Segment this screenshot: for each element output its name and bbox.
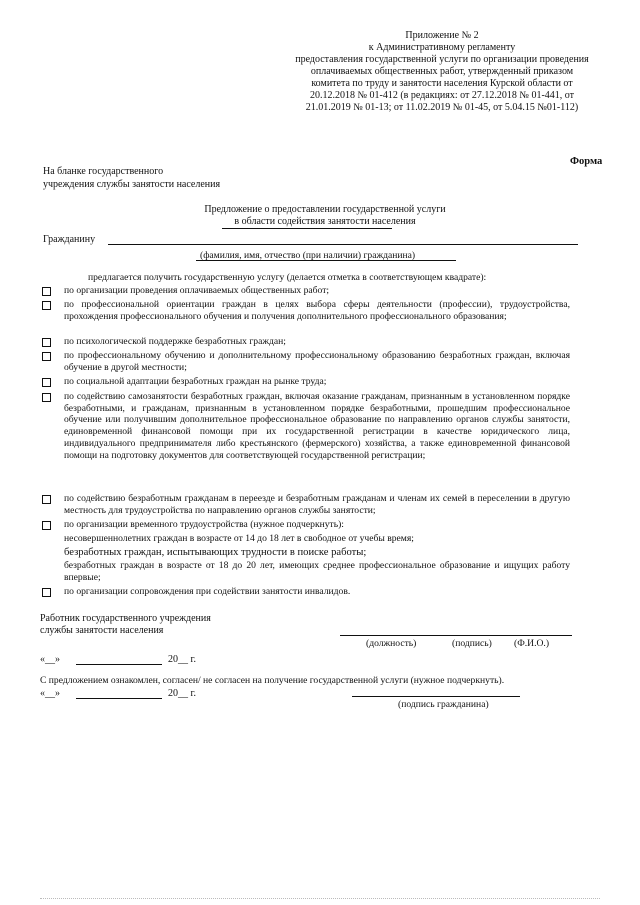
- fio-caption: (Ф.И.О.): [514, 638, 550, 649]
- sub-option-difficulty[interactable]: безработных граждан, испытывающих трудности в поиске работы;: [64, 547, 367, 558]
- option-text: по профессиональной ориентации граждан в целях выбора сферы деятельности (профессии), трудоустройства, прохождения профессионального обучения и получения дополнительного профессионального образования;: [64, 299, 570, 322]
- document-title: [170, 204, 480, 228]
- worker-signature-line[interactable]: [340, 635, 572, 636]
- letterhead-line: На бланке государственного: [43, 166, 164, 177]
- checkbox[interactable]: [42, 338, 51, 347]
- citizen-label: Гражданину: [43, 234, 96, 245]
- title-line: в области содействия занятости населения: [234, 216, 416, 227]
- header-line: оплачиваемых общественных работ, утвержденный приказом: [310, 66, 574, 77]
- letterhead-note: [43, 166, 220, 191]
- date-year: 20__ г.: [168, 688, 196, 699]
- option-text: по организации временного трудоустройства (нужное подчеркнуть):: [64, 519, 344, 530]
- option-text: по психологической поддержке безработных граждан;: [64, 336, 286, 347]
- citizen-signature-line[interactable]: [352, 696, 520, 697]
- option-career-guidance[interactable]: [42, 299, 570, 335]
- page-edge: [40, 898, 600, 899]
- checkbox[interactable]: [42, 287, 51, 296]
- option-text: по содействию безработным гражданам в переезде и безработным гражданам и членам их семей в переселении в другую местность для трудоустройства по направлению органов службы занятости;: [64, 493, 570, 516]
- letterhead-line: учреждения службы занятости населения: [43, 178, 221, 190]
- signature-caption: (подпись): [452, 638, 492, 649]
- checkbox[interactable]: [42, 521, 51, 530]
- sub-option-young-graduates[interactable]: безработных граждан в возрасте от 18 до 20 лет, имеющих среднее профессиональное образование и ищущих работу впервые;: [64, 560, 570, 583]
- option-social-adaptation[interactable]: [42, 376, 570, 388]
- citizen-signature-caption: (подпись гражданина): [398, 699, 489, 710]
- caption-underline: [196, 260, 456, 261]
- checkbox[interactable]: [42, 352, 51, 361]
- option-temporary-employment[interactable]: [42, 519, 570, 531]
- intro-text: предлагается получить государственную услугу (делается отметка в соответствующем квадрате):: [88, 272, 487, 283]
- date-month-field[interactable]: [76, 698, 162, 699]
- checkbox[interactable]: [42, 393, 51, 402]
- option-vocational-training[interactable]: [42, 350, 570, 374]
- option-self-employment[interactable]: [42, 391, 570, 485]
- citizen-name-field[interactable]: [108, 244, 578, 245]
- header-line: Приложение № 2: [405, 30, 479, 41]
- worker-label: Работник государственного учреждения: [40, 613, 211, 624]
- date-day: «__»: [40, 688, 60, 699]
- option-text: по профессиональному обучению и дополнительному профессиональному образованию безработных граждан, включая обучение в другой местности;: [64, 350, 570, 373]
- header-line: 21.01.2019 № 01-13; от 11.02.2019 № 01-45, от 5.04.15 №01-112): [305, 102, 579, 113]
- header-line: к Административному регламенту: [368, 42, 516, 53]
- agreement-text: С предложением ознакомлен, согласен/ не согласен на получение государственной услуги (нужное подчеркнуть).: [40, 675, 505, 686]
- option-psychological-support[interactable]: [42, 336, 570, 348]
- title-underline: [222, 228, 392, 229]
- title-line: Предложение о предоставлении государственной услуги: [204, 204, 446, 215]
- sub-option-minors[interactable]: несовершеннолетних граждан в возрасте от 14 до 18 лет в свободное от учебы время;: [64, 533, 414, 544]
- option-public-works[interactable]: [42, 285, 570, 297]
- header-line: комитета по труду и занятости населения Курской области от: [311, 78, 573, 89]
- date-day: «__»: [40, 654, 60, 665]
- header-line: предоставления государственной услуги по организации проведения: [295, 54, 589, 65]
- option-text: по содействию самозанятости безработных граждан, включая оказание гражданам, признанным в установленном порядке безработными, и гражданам, признанным в установленном порядке безработными, прошедшим профессиональное обучение или получившим дополнительное профессиональное образование по направлению органов службы занятости, единовременной финансовой помощи при их государственной регистрации в качестве юридического лица, индивидуального предпринимателя либо крестьянского (фермерского) хозяйства, а также единовременной финансовой помощи на подготовку документов для соответствующей государственной регистрации;: [64, 391, 570, 461]
- worker-label: службы занятости населения: [40, 625, 164, 636]
- citizen-caption: (фамилия, имя, отчество (при наличии) гражданина): [200, 250, 416, 261]
- option-text: по социальной адаптации безработных граждан на рынке труда;: [64, 376, 327, 387]
- position-caption: (должность): [366, 638, 417, 649]
- option-text: по организации проведения оплачиваемых общественных работ;: [64, 285, 330, 296]
- header-line: 20.12.2018 № 01-412 (в редакциях: от 27.12.2018 № 01-441, от: [309, 90, 575, 101]
- option-text: по организации сопровождения при содействии занятости инвалидов.: [64, 586, 351, 597]
- appendix-header: [282, 30, 602, 114]
- checkbox[interactable]: [42, 378, 51, 387]
- option-disabled-support[interactable]: [42, 586, 570, 598]
- checkbox[interactable]: [42, 495, 51, 504]
- date-month-field[interactable]: [76, 664, 162, 665]
- form-label: Форма: [570, 156, 603, 167]
- checkbox[interactable]: [42, 588, 51, 597]
- date-year: 20__ г.: [168, 654, 196, 665]
- option-relocation[interactable]: [42, 493, 570, 517]
- checkbox[interactable]: [42, 301, 51, 310]
